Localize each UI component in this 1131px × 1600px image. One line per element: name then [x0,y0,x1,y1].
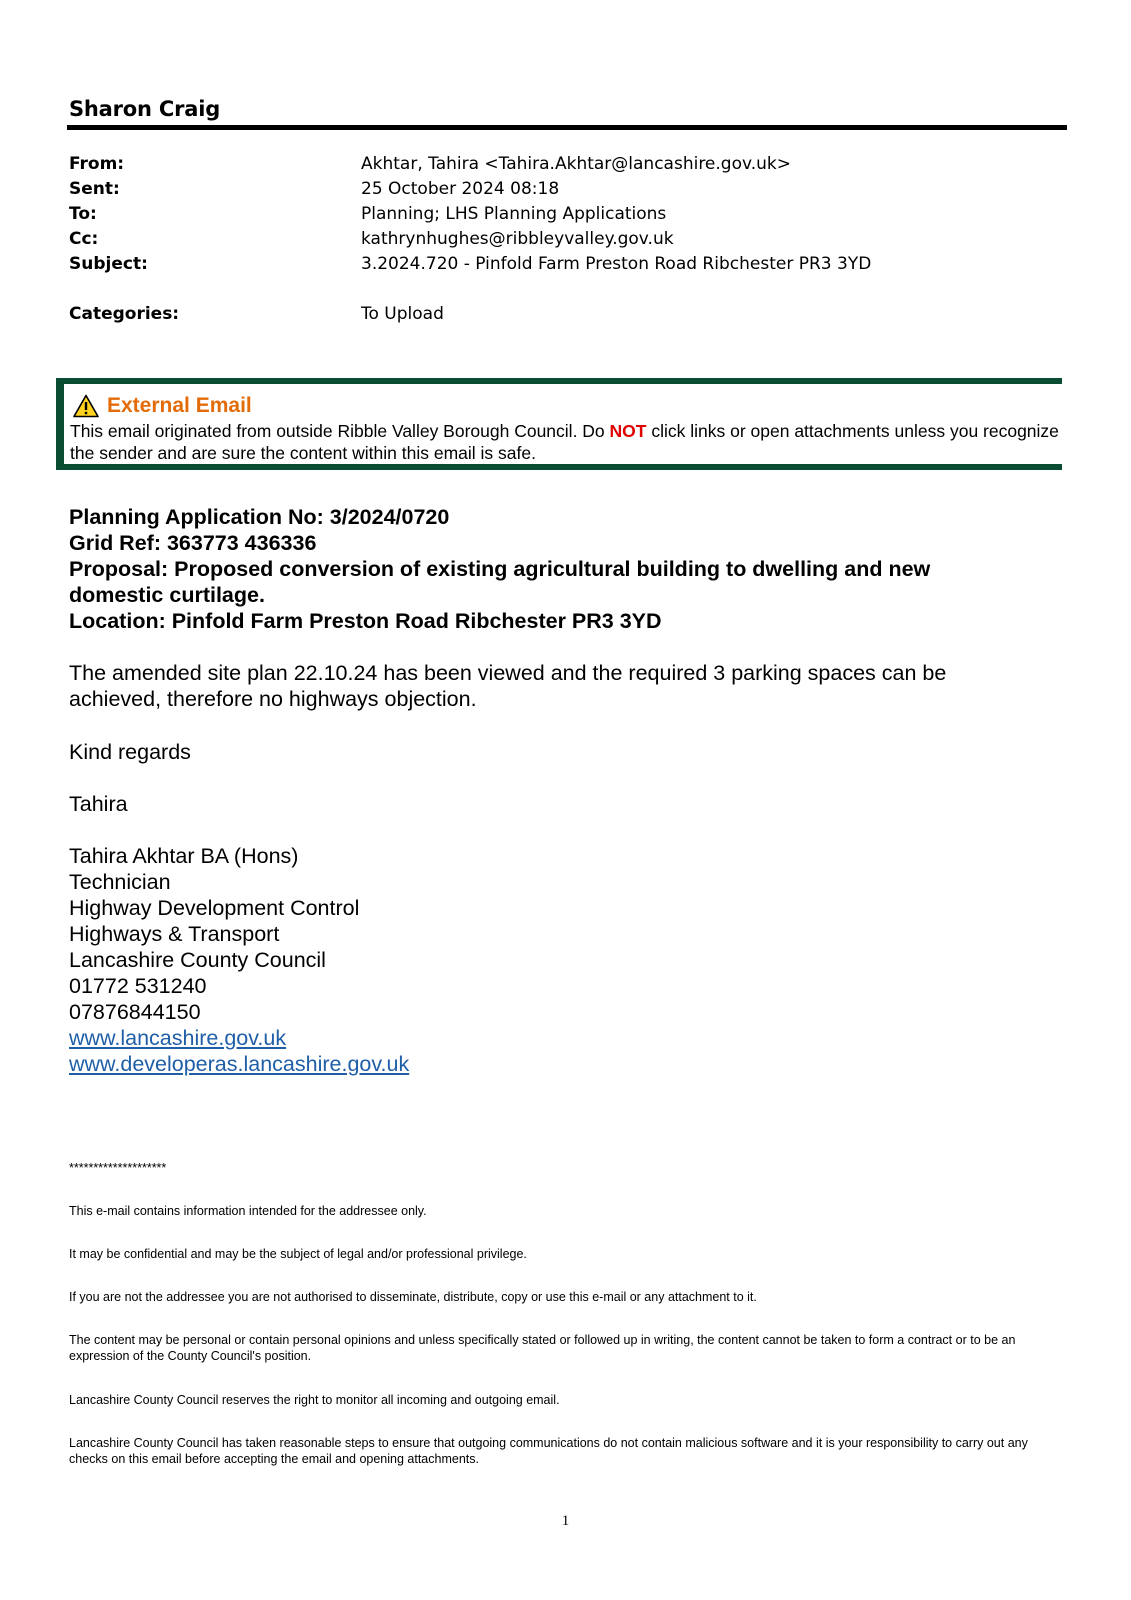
application-number: Planning Application No: 3/2024/0720 [69,505,450,529]
disclaimer-line-3: If you are not the addressee you are not authorised to disseminate, distribute, copy or use this e-mail or any attachment to it. [69,1290,757,1304]
from-label: From: [69,154,125,174]
signature-phone: 01772 531240 [69,974,207,998]
signature-mobile: 07876844150 [69,1000,201,1024]
subject-value: 3.2024.720 - Pinfold Farm Preston Road Ribchester PR3 3YD [361,254,872,274]
signature-division: Highways & Transport [69,922,280,946]
signature-organisation: Lancashire County Council [69,948,326,972]
disclaimer-line-6: Lancashire County Council has taken reasonable steps to ensure that outgoing communications do not contain malicious software and it is your responsibility to carry out any checks on this email before accepting the email and opening attachments. [69,1436,1028,1466]
kind-regards: Kind regards [69,740,191,764]
cc-label: Cc: [69,229,99,249]
to-value: Planning; LHS Planning Applications [361,204,667,224]
sender-first-name: Tahira [69,792,128,816]
document-owner-name: Sharon Craig [69,97,221,121]
disclaimer-line-5: Lancashire County Council reserves the right to monitor all incoming and outgoing email. [69,1393,560,1407]
warning-emphasis: NOT [609,421,647,441]
to-label: To: [69,204,97,224]
proposal: Proposal: Proposed conversion of existing agricultural building to dwelling and new domestic curtilage. [69,557,931,607]
categories-label: Categories: [69,304,180,324]
external-email-warning [70,420,1060,464]
cc-value: kathrynhughes@ribbleyvalley.gov.uk [361,229,674,249]
warning-icon [73,394,99,418]
body-paragraph: The amended site plan 22.10.24 has been viewed and the required 3 parking spaces can be achieved, therefore no highways objection. [69,661,947,711]
external-email-title: External Email [107,394,252,417]
developeras-website-link[interactable]: www.developeras.lancashire.gov.uk [69,1052,410,1076]
page-number: 1 [561,1513,570,1529]
lancashire-website-link[interactable]: www.lancashire.gov.uk [69,1026,287,1050]
warning-text-end: click links or open attachments unless you recognize the sender and are sure the content within this email is safe. [70,421,1059,463]
warning-text-start: This email originated from outside Ribble Valley Borough Council. Do [70,421,610,441]
categories-value: To Upload [361,304,444,324]
grid-reference: Grid Ref: 363773 436336 [69,531,317,555]
sent-value: 25 October 2024 08:18 [361,179,560,199]
disclaimer-line-4: The content may be personal or contain personal opinions and unless specifically stated or followed up in writing, the content cannot be taken to form a contract or to be an expression of the County Council's position. [69,1333,1016,1363]
signature-name: Tahira Akhtar BA (Hons) [69,844,299,868]
disclaimer-line-2: It may be confidential and may be the subject of legal and/or professional privilege. [69,1247,527,1261]
header-rule [67,125,1067,130]
from-value: Akhtar, Tahira <Tahira.Akhtar@lancashire.gov.uk> [361,154,791,174]
disclaimer-stars: ******************** [69,1161,167,1175]
sent-label: Sent: [69,179,120,199]
disclaimer-line-1: This e-mail contains information intended for the addressee only. [69,1204,427,1218]
signature-department: Highway Development Control [69,896,360,920]
location: Location: Pinfold Farm Preston Road Ribchester PR3 3YD [69,609,662,633]
subject-label: Subject: [69,254,148,274]
signature-title: Technician [69,870,171,894]
